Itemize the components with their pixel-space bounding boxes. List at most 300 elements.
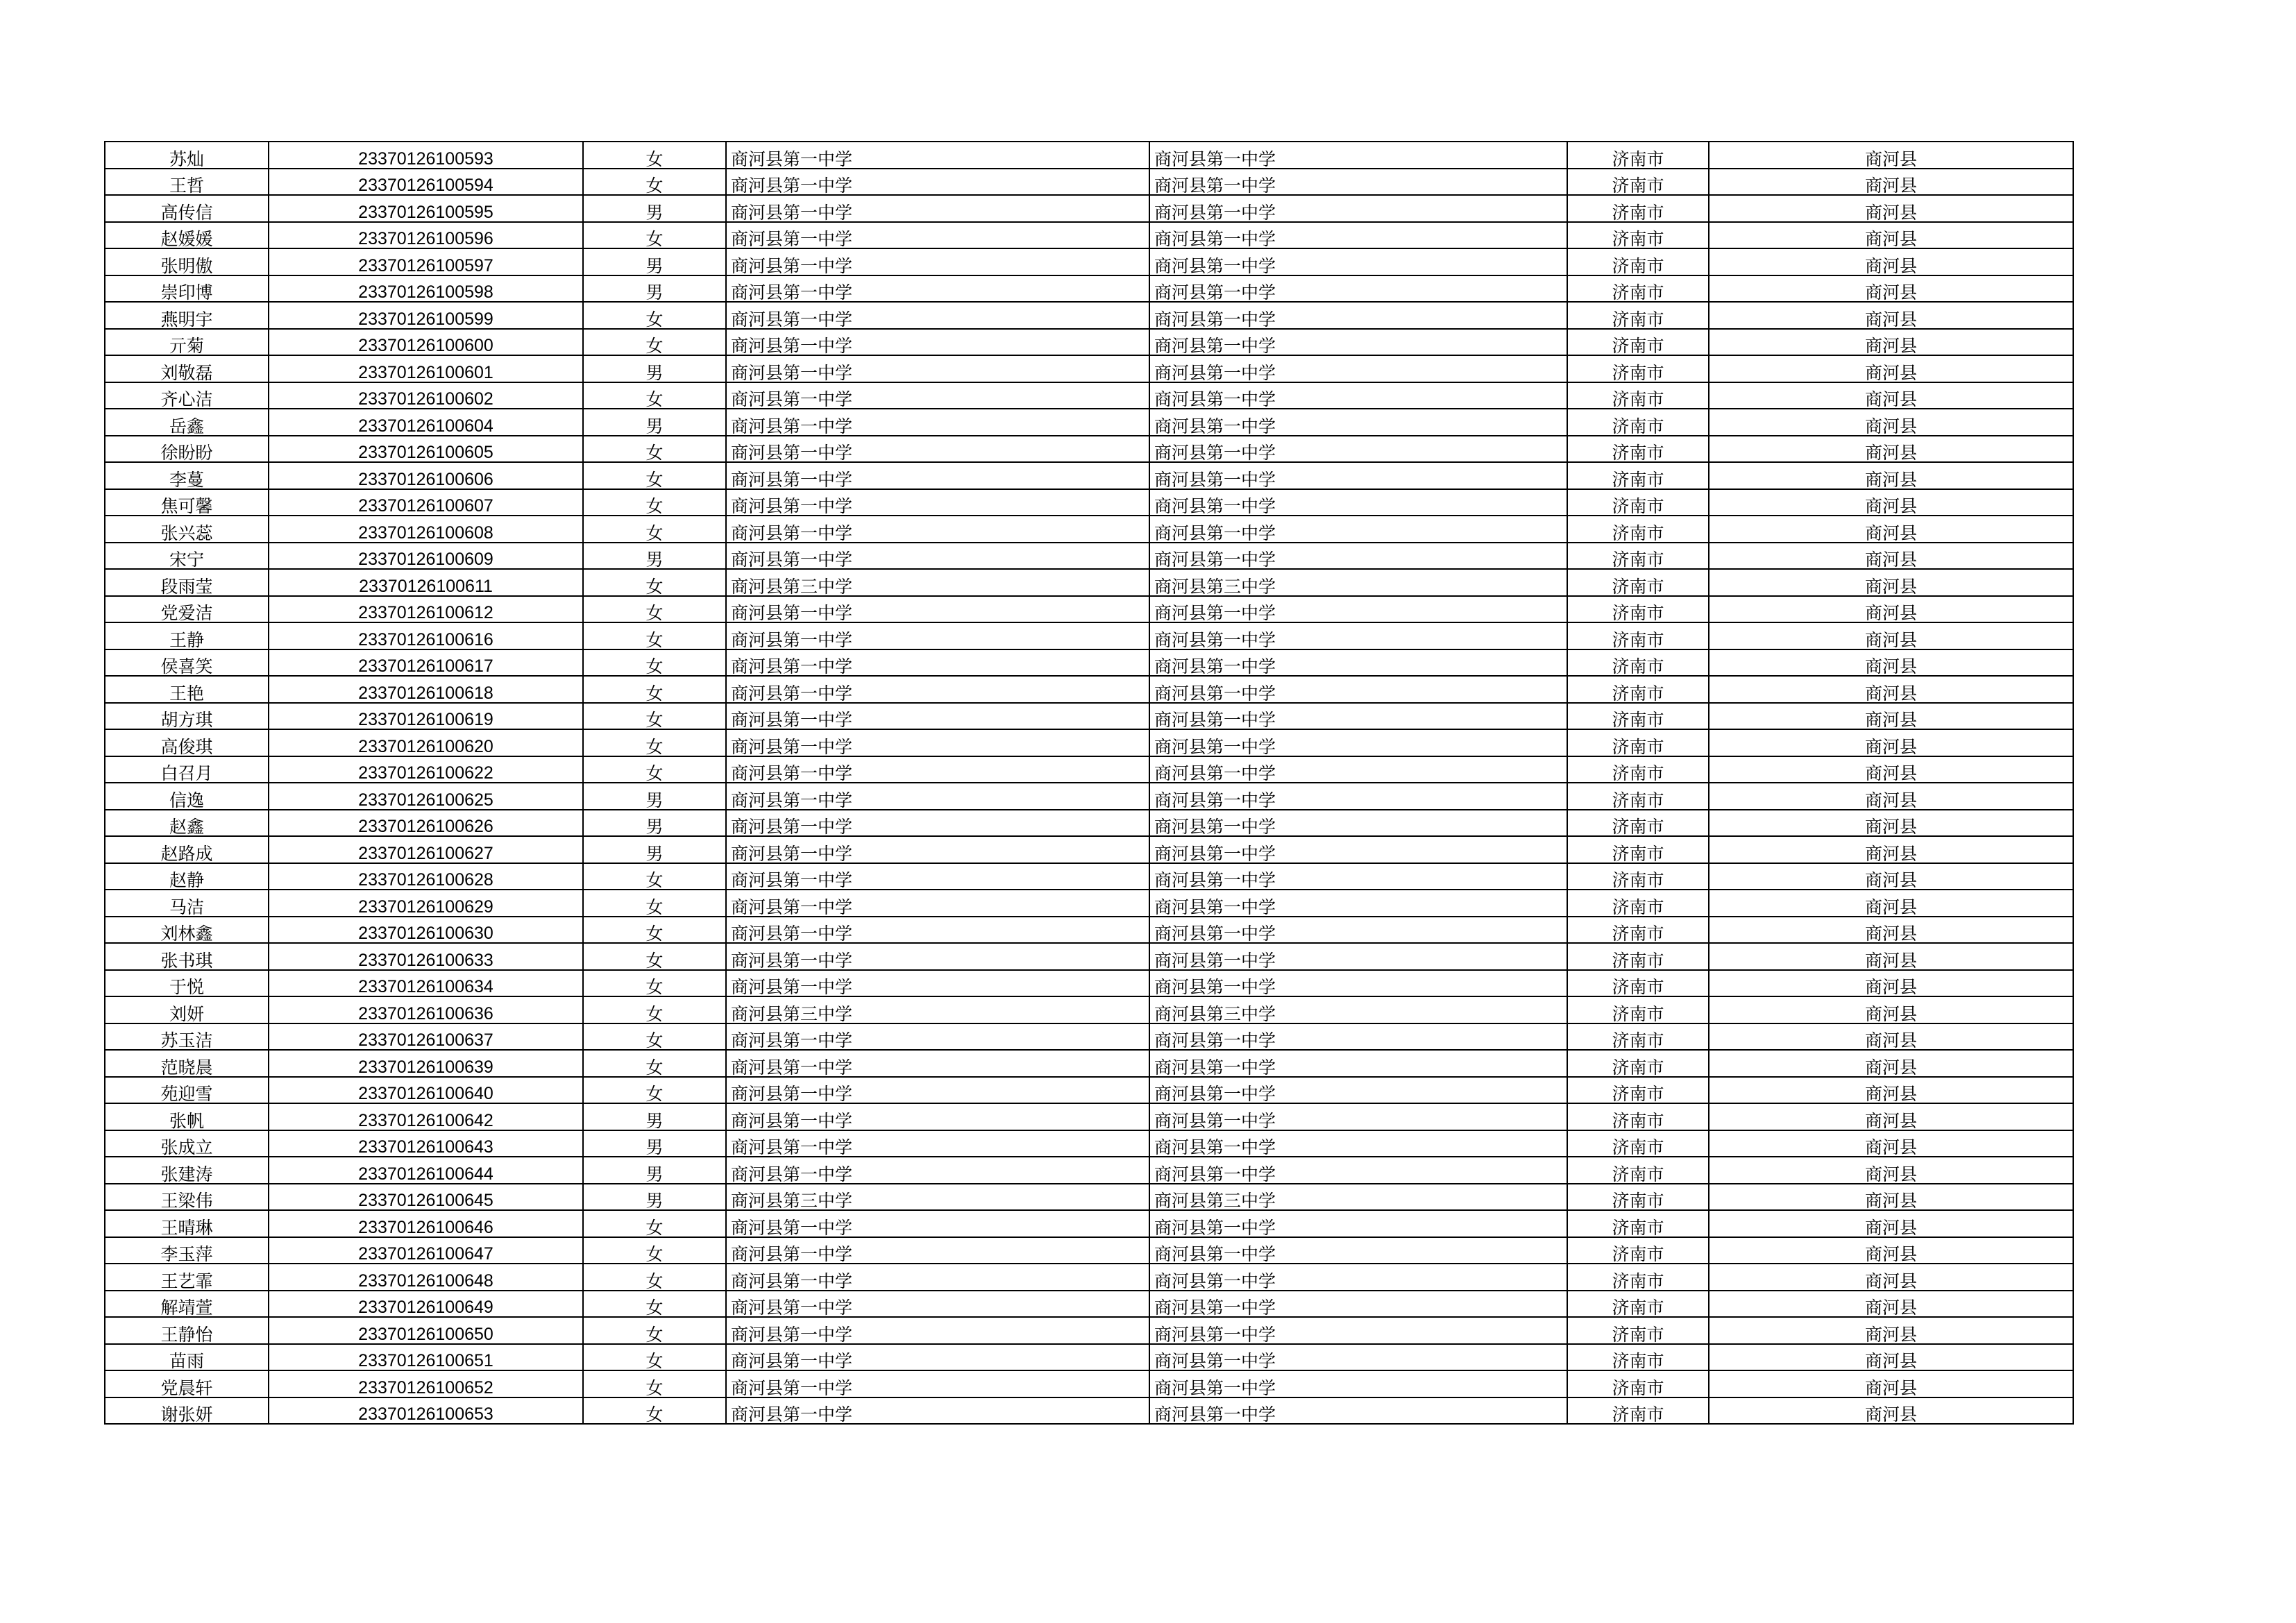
table-row [105, 970, 2073, 997]
city-cell: 济南市 [1567, 1077, 1709, 1104]
table-row [105, 169, 2073, 196]
gender-cell: 女 [583, 917, 726, 944]
exam-number-cell: 23370126100609 [269, 543, 583, 570]
table-row [105, 355, 2073, 382]
gender-cell: 男 [583, 355, 726, 382]
county-cell: 商河县 [1709, 1023, 2073, 1051]
city-cell: 济南市 [1567, 783, 1709, 810]
student-name-cell: 王哲 [105, 169, 269, 196]
table-row [105, 1397, 2073, 1425]
school-cell: 商河县第一中学 [726, 1291, 1149, 1318]
student-name-cell: 刘敬磊 [105, 355, 269, 382]
student-name-cell: 赵静 [105, 863, 269, 890]
gender-cell: 女 [583, 729, 726, 756]
table-row [105, 382, 2073, 409]
table-row [105, 1103, 2073, 1130]
registration-school-cell: 商河县第一中学 [1149, 596, 1567, 623]
registration-school-cell: 商河县第一中学 [1149, 1157, 1567, 1184]
county-cell: 商河县 [1709, 649, 2073, 677]
registration-school-cell: 商河县第一中学 [1149, 1397, 1567, 1425]
county-cell: 商河县 [1709, 355, 2073, 382]
table-row [105, 917, 2073, 944]
exam-number-cell: 23370126100595 [269, 195, 583, 222]
city-cell: 济南市 [1567, 355, 1709, 382]
school-cell: 商河县第一中学 [726, 703, 1149, 730]
city-cell: 济南市 [1567, 1291, 1709, 1318]
exam-number-cell: 23370126100639 [269, 1050, 583, 1077]
table-row [105, 756, 2073, 783]
registration-school-cell: 商河县第三中学 [1149, 1184, 1567, 1211]
city-cell: 济南市 [1567, 676, 1709, 703]
gender-cell: 男 [583, 275, 726, 303]
gender-cell: 女 [583, 649, 726, 677]
gender-cell: 男 [583, 1157, 726, 1184]
county-cell: 商河县 [1709, 248, 2073, 275]
city-cell: 济南市 [1567, 1344, 1709, 1371]
student-name-cell: 谢张妍 [105, 1397, 269, 1425]
county-cell: 商河县 [1709, 703, 2073, 730]
student-name-cell: 张帆 [105, 1103, 269, 1130]
student-name-cell: 张成立 [105, 1130, 269, 1157]
school-cell: 商河县第一中学 [726, 1023, 1149, 1051]
school-cell: 商河县第一中学 [726, 1210, 1149, 1237]
county-cell: 商河县 [1709, 1210, 2073, 1237]
exam-number-cell: 23370126100634 [269, 970, 583, 997]
county-cell: 商河县 [1709, 1050, 2073, 1077]
school-cell: 商河县第一中学 [726, 462, 1149, 489]
table-row [105, 302, 2073, 329]
school-cell: 商河县第一中学 [726, 676, 1149, 703]
city-cell: 济南市 [1567, 996, 1709, 1023]
table-row [105, 836, 2073, 863]
city-cell: 济南市 [1567, 622, 1709, 649]
school-cell: 商河县第一中学 [726, 836, 1149, 863]
registration-school-cell: 商河县第一中学 [1149, 917, 1567, 944]
exam-number-cell: 23370126100652 [269, 1370, 583, 1397]
county-cell: 商河县 [1709, 329, 2073, 356]
school-cell: 商河县第一中学 [726, 596, 1149, 623]
registration-school-cell: 商河县第一中学 [1149, 1077, 1567, 1104]
exam-number-cell: 23370126100647 [269, 1237, 583, 1264]
gender-cell: 女 [583, 996, 726, 1023]
gender-cell: 男 [583, 836, 726, 863]
gender-cell: 女 [583, 756, 726, 783]
school-cell: 商河县第一中学 [726, 1370, 1149, 1397]
student-name-cell: 白召月 [105, 756, 269, 783]
city-cell: 济南市 [1567, 1370, 1709, 1397]
county-cell: 商河县 [1709, 996, 2073, 1023]
student-name-cell: 王晴琳 [105, 1210, 269, 1237]
registration-school-cell: 商河县第一中学 [1149, 222, 1567, 249]
registration-school-cell: 商河县第一中学 [1149, 1291, 1567, 1318]
gender-cell: 女 [583, 596, 726, 623]
student-name-cell: 岳鑫 [105, 409, 269, 436]
student-name-cell: 赵鑫 [105, 810, 269, 837]
exam-number-cell: 23370126100594 [269, 169, 583, 196]
student-name-cell: 苗雨 [105, 1344, 269, 1371]
registration-school-cell: 商河县第一中学 [1149, 302, 1567, 329]
gender-cell: 女 [583, 169, 726, 196]
student-name-cell: 张兴蕊 [105, 516, 269, 543]
registration-school-cell: 商河县第一中学 [1149, 1370, 1567, 1397]
city-cell: 济南市 [1567, 329, 1709, 356]
county-cell: 商河县 [1709, 1397, 2073, 1425]
student-name-cell: 高传信 [105, 195, 269, 222]
county-cell: 商河县 [1709, 1237, 2073, 1264]
table-row [105, 569, 2073, 596]
table-row [105, 1130, 2073, 1157]
registration-school-cell: 商河县第一中学 [1149, 1130, 1567, 1157]
exam-number-cell: 23370126100618 [269, 676, 583, 703]
county-cell: 商河县 [1709, 275, 2073, 303]
exam-number-cell: 23370126100598 [269, 275, 583, 303]
exam-number-cell: 23370126100653 [269, 1397, 583, 1425]
city-cell: 济南市 [1567, 943, 1709, 970]
student-name-cell: 崇印博 [105, 275, 269, 303]
exam-number-cell: 23370126100645 [269, 1184, 583, 1211]
county-cell: 商河县 [1709, 863, 2073, 890]
county-cell: 商河县 [1709, 810, 2073, 837]
school-cell: 商河县第一中学 [726, 1317, 1149, 1344]
city-cell: 济南市 [1567, 1210, 1709, 1237]
exam-number-cell: 23370126100600 [269, 329, 583, 356]
county-cell: 商河县 [1709, 1370, 2073, 1397]
student-name-cell: 范晓晨 [105, 1050, 269, 1077]
student-name-cell: 李玉萍 [105, 1237, 269, 1264]
county-cell: 商河县 [1709, 943, 2073, 970]
student-name-cell: 王艳 [105, 676, 269, 703]
registration-school-cell: 商河县第一中学 [1149, 1210, 1567, 1237]
county-cell: 商河县 [1709, 1291, 2073, 1318]
exam-number-cell: 23370126100619 [269, 703, 583, 730]
table-row [105, 863, 2073, 890]
table-row [105, 783, 2073, 810]
city-cell: 济南市 [1567, 890, 1709, 917]
table-row [105, 1317, 2073, 1344]
table-row [105, 1050, 2073, 1077]
table-row [105, 890, 2073, 917]
city-cell: 济南市 [1567, 516, 1709, 543]
student-name-cell: 张书琪 [105, 943, 269, 970]
table-row [105, 649, 2073, 677]
student-name-cell: 苏灿 [105, 142, 269, 169]
gender-cell: 男 [583, 783, 726, 810]
student-name-cell: 高俊琪 [105, 729, 269, 756]
registration-school-cell: 商河县第一中学 [1149, 622, 1567, 649]
school-cell: 商河县第一中学 [726, 195, 1149, 222]
gender-cell: 女 [583, 142, 726, 169]
gender-cell: 女 [583, 516, 726, 543]
gender-cell: 女 [583, 489, 726, 516]
exam-number-cell: 23370126100627 [269, 836, 583, 863]
exam-number-cell: 23370126100605 [269, 436, 583, 463]
registration-school-cell: 商河县第一中学 [1149, 436, 1567, 463]
city-cell: 济南市 [1567, 222, 1709, 249]
student-name-cell: 解靖萱 [105, 1291, 269, 1318]
gender-cell: 男 [583, 248, 726, 275]
registration-school-cell: 商河县第一中学 [1149, 329, 1567, 356]
table-row [105, 943, 2073, 970]
table-row [105, 1370, 2073, 1397]
exam-number-cell: 23370126100642 [269, 1103, 583, 1130]
gender-cell: 女 [583, 1344, 726, 1371]
gender-cell: 女 [583, 436, 726, 463]
registration-school-cell: 商河县第一中学 [1149, 649, 1567, 677]
county-cell: 商河县 [1709, 729, 2073, 756]
registration-school-cell: 商河县第一中学 [1149, 1103, 1567, 1130]
registration-school-cell: 商河县第一中学 [1149, 756, 1567, 783]
registration-school-cell: 商河县第一中学 [1149, 1023, 1567, 1051]
gender-cell: 女 [583, 1237, 726, 1264]
county-cell: 商河县 [1709, 1264, 2073, 1291]
county-cell: 商河县 [1709, 970, 2073, 997]
gender-cell: 女 [583, 1210, 726, 1237]
table-row [105, 195, 2073, 222]
school-cell: 商河县第一中学 [726, 1344, 1149, 1371]
student-name-cell: 党晨轩 [105, 1370, 269, 1397]
county-cell: 商河县 [1709, 1157, 2073, 1184]
exam-number-cell: 23370126100628 [269, 863, 583, 890]
school-cell: 商河县第一中学 [726, 382, 1149, 409]
county-cell: 商河县 [1709, 569, 2073, 596]
student-name-cell: 徐盼盼 [105, 436, 269, 463]
gender-cell: 女 [583, 890, 726, 917]
gender-cell: 女 [583, 382, 726, 409]
county-cell: 商河县 [1709, 142, 2073, 169]
exam-number-cell: 23370126100604 [269, 409, 583, 436]
student-name-cell: 宋宁 [105, 543, 269, 570]
county-cell: 商河县 [1709, 1344, 2073, 1371]
school-cell: 商河县第一中学 [726, 863, 1149, 890]
table-row [105, 409, 2073, 436]
county-cell: 商河县 [1709, 516, 2073, 543]
county-cell: 商河县 [1709, 302, 2073, 329]
city-cell: 济南市 [1567, 863, 1709, 890]
registration-school-cell: 商河县第三中学 [1149, 996, 1567, 1023]
county-cell: 商河县 [1709, 1130, 2073, 1157]
student-name-cell: 于悦 [105, 970, 269, 997]
table-row [105, 543, 2073, 570]
county-cell: 商河县 [1709, 1077, 2073, 1104]
student-name-cell: 焦可馨 [105, 489, 269, 516]
school-cell: 商河县第一中学 [726, 169, 1149, 196]
county-cell: 商河县 [1709, 1184, 2073, 1211]
table-row [105, 622, 2073, 649]
city-cell: 济南市 [1567, 1103, 1709, 1130]
student-name-cell: 胡方琪 [105, 703, 269, 730]
registration-school-cell: 商河县第一中学 [1149, 142, 1567, 169]
gender-cell: 女 [583, 462, 726, 489]
registration-school-cell: 商河县第一中学 [1149, 863, 1567, 890]
exam-number-cell: 23370126100608 [269, 516, 583, 543]
registration-school-cell: 商河县第一中学 [1149, 783, 1567, 810]
school-cell: 商河县第一中学 [726, 275, 1149, 303]
exam-number-cell: 23370126100602 [269, 382, 583, 409]
county-cell: 商河县 [1709, 462, 2073, 489]
exam-number-cell: 23370126100599 [269, 302, 583, 329]
registration-school-cell: 商河县第一中学 [1149, 169, 1567, 196]
registration-school-cell: 商河县第一中学 [1149, 355, 1567, 382]
city-cell: 济南市 [1567, 1397, 1709, 1425]
school-cell: 商河县第一中学 [726, 890, 1149, 917]
student-name-cell: 信逸 [105, 783, 269, 810]
school-cell: 商河县第一中学 [726, 917, 1149, 944]
gender-cell: 女 [583, 1397, 726, 1425]
gender-cell: 男 [583, 1130, 726, 1157]
exam-number-cell: 23370126100649 [269, 1291, 583, 1318]
county-cell: 商河县 [1709, 1103, 2073, 1130]
city-cell: 济南市 [1567, 703, 1709, 730]
school-cell: 商河县第一中学 [726, 1077, 1149, 1104]
table-row [105, 489, 2073, 516]
city-cell: 济南市 [1567, 1130, 1709, 1157]
gender-cell: 女 [583, 1317, 726, 1344]
exam-number-cell: 23370126100617 [269, 649, 583, 677]
registration-school-cell: 商河县第一中学 [1149, 729, 1567, 756]
table-row [105, 1184, 2073, 1211]
registration-school-cell: 商河县第一中学 [1149, 943, 1567, 970]
school-cell: 商河县第一中学 [726, 222, 1149, 249]
school-cell: 商河县第一中学 [726, 1237, 1149, 1264]
school-cell: 商河县第一中学 [726, 1103, 1149, 1130]
gender-cell: 女 [583, 1077, 726, 1104]
city-cell: 济南市 [1567, 409, 1709, 436]
city-cell: 济南市 [1567, 729, 1709, 756]
student-name-cell: 苏玉洁 [105, 1023, 269, 1051]
exam-number-cell: 23370126100636 [269, 996, 583, 1023]
table-row [105, 996, 2073, 1023]
table-row [105, 516, 2073, 543]
table-row [105, 1210, 2073, 1237]
registration-school-cell: 商河县第一中学 [1149, 516, 1567, 543]
student-name-cell: 段雨莹 [105, 569, 269, 596]
exam-number-cell: 23370126100597 [269, 248, 583, 275]
city-cell: 济南市 [1567, 1157, 1709, 1184]
county-cell: 商河县 [1709, 169, 2073, 196]
registration-school-cell: 商河县第一中学 [1149, 1344, 1567, 1371]
county-cell: 商河县 [1709, 596, 2073, 623]
student-name-cell: 党爱洁 [105, 596, 269, 623]
city-cell: 济南市 [1567, 142, 1709, 169]
exam-number-cell: 23370126100646 [269, 1210, 583, 1237]
gender-cell: 女 [583, 1050, 726, 1077]
county-cell: 商河县 [1709, 222, 2073, 249]
student-name-cell: 王静怡 [105, 1317, 269, 1344]
registration-school-cell: 商河县第一中学 [1149, 1237, 1567, 1264]
county-cell: 商河县 [1709, 622, 2073, 649]
exam-number-cell: 23370126100648 [269, 1264, 583, 1291]
registration-school-cell: 商河县第一中学 [1149, 489, 1567, 516]
city-cell: 济南市 [1567, 1023, 1709, 1051]
county-cell: 商河县 [1709, 195, 2073, 222]
school-cell: 商河县第一中学 [726, 1130, 1149, 1157]
city-cell: 济南市 [1567, 1184, 1709, 1211]
city-cell: 济南市 [1567, 169, 1709, 196]
exam-number-cell: 23370126100629 [269, 890, 583, 917]
school-cell: 商河县第一中学 [726, 1264, 1149, 1291]
registration-school-cell: 商河县第一中学 [1149, 836, 1567, 863]
exam-number-cell: 23370126100633 [269, 943, 583, 970]
city-cell: 济南市 [1567, 649, 1709, 677]
registration-school-cell: 商河县第一中学 [1149, 275, 1567, 303]
county-cell: 商河县 [1709, 676, 2073, 703]
school-cell: 商河县第一中学 [726, 409, 1149, 436]
school-cell: 商河县第一中学 [726, 783, 1149, 810]
gender-cell: 男 [583, 1184, 726, 1211]
city-cell: 济南市 [1567, 917, 1709, 944]
gender-cell: 女 [583, 1370, 726, 1397]
exam-number-cell: 23370126100611 [269, 569, 583, 596]
gender-cell: 女 [583, 302, 726, 329]
exam-number-cell: 23370126100606 [269, 462, 583, 489]
school-cell: 商河县第三中学 [726, 1184, 1149, 1211]
school-cell: 商河县第一中学 [726, 1050, 1149, 1077]
table-row [105, 1023, 2073, 1051]
county-cell: 商河县 [1709, 756, 2073, 783]
gender-cell: 女 [583, 703, 726, 730]
table-row [105, 1157, 2073, 1184]
registration-school-cell: 商河县第一中学 [1149, 195, 1567, 222]
gender-cell: 男 [583, 810, 726, 837]
registration-school-cell: 商河县第一中学 [1149, 248, 1567, 275]
city-cell: 济南市 [1567, 248, 1709, 275]
exam-number-cell: 23370126100593 [269, 142, 583, 169]
table-row [105, 222, 2073, 249]
county-cell: 商河县 [1709, 436, 2073, 463]
gender-cell: 男 [583, 543, 726, 570]
school-cell: 商河县第一中学 [726, 329, 1149, 356]
table-row [105, 275, 2073, 303]
school-cell: 商河县第一中学 [726, 970, 1149, 997]
student-name-cell: 张建涛 [105, 1157, 269, 1184]
school-cell: 商河县第一中学 [726, 543, 1149, 570]
registration-school-cell: 商河县第一中学 [1149, 1264, 1567, 1291]
county-cell: 商河县 [1709, 543, 2073, 570]
table-row [105, 1077, 2073, 1104]
exam-number-cell: 23370126100616 [269, 622, 583, 649]
exam-number-cell: 23370126100620 [269, 729, 583, 756]
gender-cell: 女 [583, 676, 726, 703]
exam-number-cell: 23370126100626 [269, 810, 583, 837]
gender-cell: 女 [583, 222, 726, 249]
student-name-cell: 李蔓 [105, 462, 269, 489]
exam-number-cell: 23370126100596 [269, 222, 583, 249]
registration-school-cell: 商河县第一中学 [1149, 462, 1567, 489]
school-cell: 商河县第一中学 [726, 142, 1149, 169]
city-cell: 济南市 [1567, 1237, 1709, 1264]
gender-cell: 男 [583, 409, 726, 436]
table-row [105, 676, 2073, 703]
school-cell: 商河县第一中学 [726, 810, 1149, 837]
student-name-cell: 王静 [105, 622, 269, 649]
exam-number-cell: 23370126100637 [269, 1023, 583, 1051]
registration-school-cell: 商河县第三中学 [1149, 569, 1567, 596]
school-cell: 商河县第一中学 [726, 1397, 1149, 1425]
city-cell: 济南市 [1567, 462, 1709, 489]
city-cell: 济南市 [1567, 1264, 1709, 1291]
exam-number-cell: 23370126100650 [269, 1317, 583, 1344]
school-cell: 商河县第一中学 [726, 756, 1149, 783]
table-row [105, 142, 2073, 169]
table-row [105, 810, 2073, 837]
student-name-cell: 赵媛媛 [105, 222, 269, 249]
gender-cell: 男 [583, 1103, 726, 1130]
student-name-cell: 张明傲 [105, 248, 269, 275]
city-cell: 济南市 [1567, 489, 1709, 516]
county-cell: 商河县 [1709, 382, 2073, 409]
table-row [105, 596, 2073, 623]
exam-number-cell: 23370126100630 [269, 917, 583, 944]
